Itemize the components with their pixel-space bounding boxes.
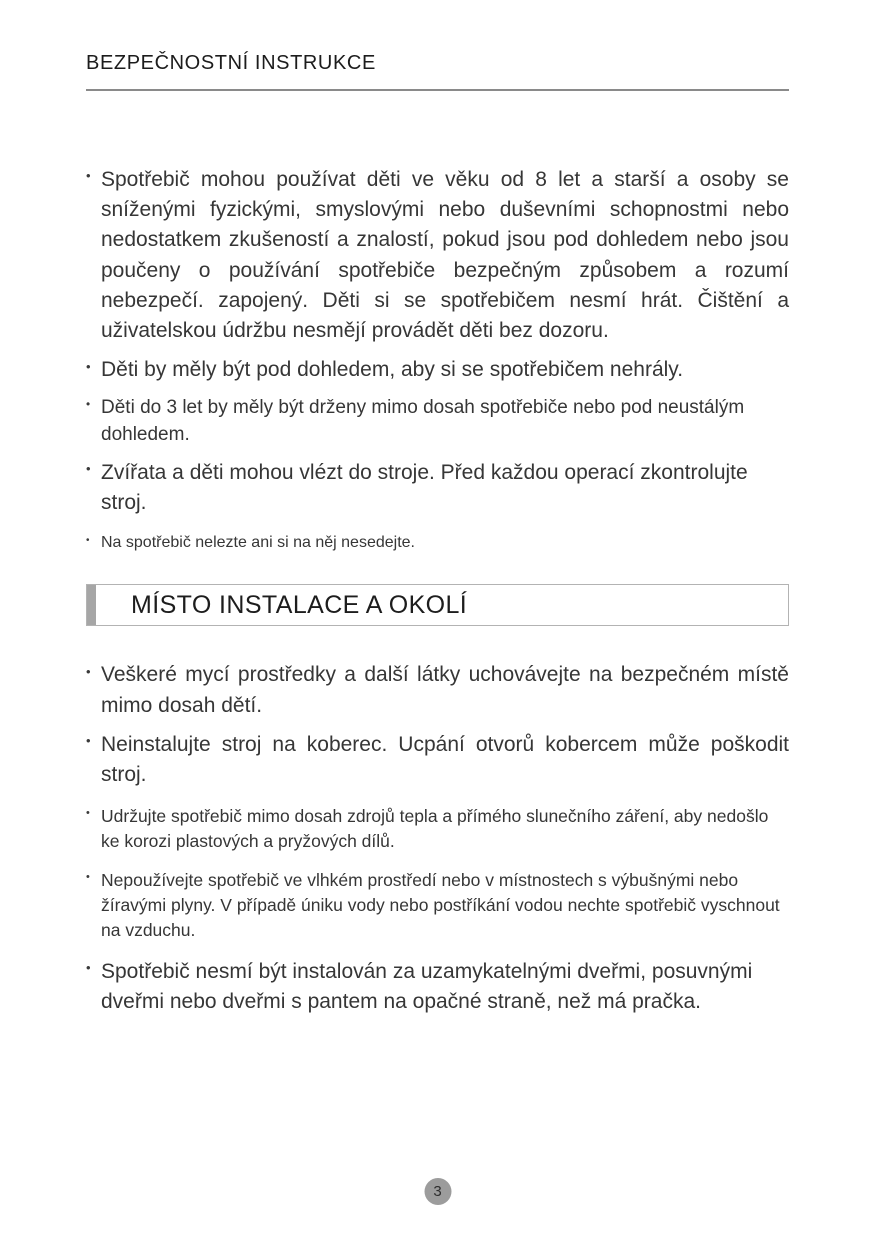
section-title: MÍSTO INSTALACE A OKOLÍ bbox=[131, 590, 468, 619]
installation-bullet-1: • Veškeré mycí prostředky a další látky uchovávejte na bezpečném místě mimo dosah dětí. bbox=[86, 660, 789, 720]
installation-bullet-4: • Nepoužívejte spotřebič ve vlhkém prostředí nebo v místnostech s výbušnými nebo žíravými plyny. V případě úniku vody nebo postříkání vodou nechte spotřebič vyschnout na vzduchu. bbox=[86, 868, 789, 943]
page-header bbox=[86, 52, 789, 91]
safety-bullet-5: • Na spotřebič nelezte ani si na něj nesedejte. bbox=[86, 532, 789, 554]
section-header-box bbox=[86, 584, 789, 626]
safety-bullet-2: • Děti by měly být pod dohledem, aby si se spotřebičem nehrály. bbox=[86, 355, 789, 385]
installation-bullet-list bbox=[86, 660, 789, 1017]
safety-bullet-1: • Spotřebič mohou používat děti ve věku od 8 let a starší a osoby se sníženými fyzickými, smyslovými nebo duševními schopnostmi nebo nedostatkem zkušeností a znalostí, pokud jsou pod dohledem nebo jsou poučeny o používání spotřebiče bezpečným způsobem a rozumí nebezpečí. zapojený. Děti si se spotřebičem nesmí hrát. Čištění a uživatelskou údržbu nesmějí provádět děti bez dozoru. bbox=[86, 165, 789, 346]
installation-bullet-2: • Neinstalujte stroj na koberec. Ucpání otvorů kobercem může poškodit stroj. bbox=[86, 730, 789, 790]
page-title: BEZPEČNOSTNÍ INSTRUKCE bbox=[86, 52, 376, 74]
installation-bullet-5: • Spotřebič nesmí být instalován za uzamykatelnými dveřmi, posuvnými dveřmi nebo dveřmi s pantem na opačné straně, než má pračka. bbox=[86, 957, 789, 1017]
safety-bullet-4: • Zvířata a děti mohou vlézt do stroje. Před každou operací zkontrolujte stroj. bbox=[86, 458, 789, 518]
installation-bullet-3: • Udržujte spotřebič mimo dosah zdrojů tepla a přímého slunečního záření, aby nedošlo ke korozi plastových a pryžových dílů. bbox=[86, 804, 789, 854]
safety-bullet-list bbox=[86, 165, 789, 554]
section-header-tab bbox=[87, 585, 96, 625]
safety-bullet-3: • Děti do 3 let by měly být drženy mimo dosah spotřebiče nebo pod neustálým dohledem. bbox=[86, 395, 789, 449]
page-number-badge: 3 bbox=[424, 1178, 451, 1205]
